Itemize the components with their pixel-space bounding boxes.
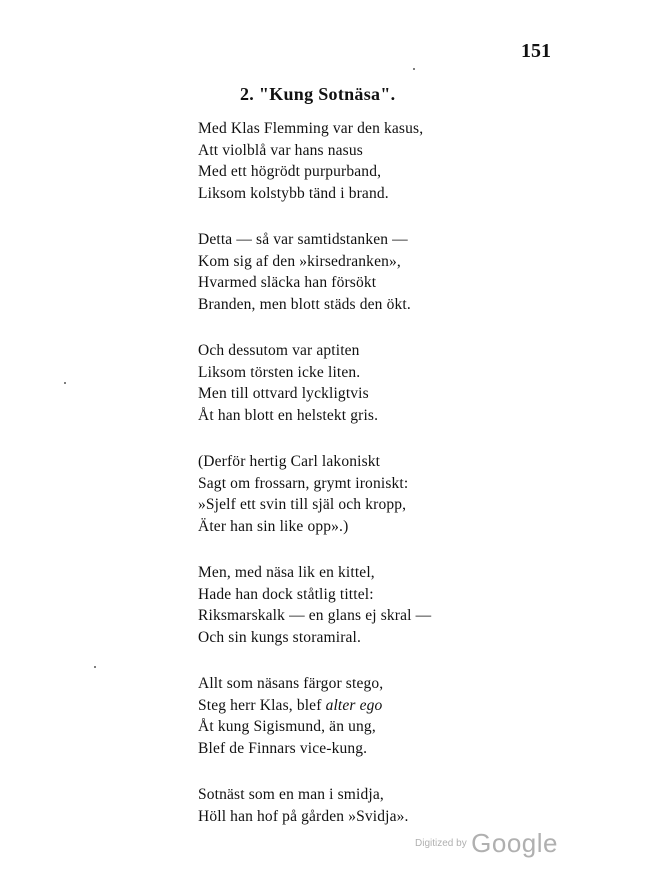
stanza-2	[198, 229, 431, 315]
poem-line: Hvarmed släcka han försökt	[198, 274, 377, 291]
poem-line: Men, med näsa lik en kittel,	[198, 564, 375, 581]
poem-line: Detta — så var samtidstanken —	[198, 231, 408, 248]
poem-line: Kom sig af den »kirsedranken»,	[198, 252, 401, 270]
print-speck	[64, 382, 66, 384]
poem-line: »Sjelf ett svin till själ och kropp,	[198, 496, 407, 513]
poem-line: Och dessutom var aptiten	[198, 342, 360, 359]
poem-line: Sotnäst som en man i smidja,	[198, 786, 384, 803]
poem-line: Med ett högrödt purpurband,	[198, 163, 382, 180]
stanza-7	[198, 784, 431, 827]
poem-line: Åt han blott en helstekt gris.	[198, 406, 379, 424]
stanza-3	[198, 340, 431, 426]
poem-body	[198, 118, 431, 827]
poem-line: Liksom törsten icke liten.	[198, 363, 361, 381]
page-number: 151	[521, 40, 551, 62]
google-logo: Google	[471, 828, 558, 858]
poem-line: Åt kung Sigismund, än ung,	[198, 718, 376, 735]
stanza-1	[198, 118, 431, 204]
poem-line	[198, 695, 431, 717]
poem-line: Sagt om frossarn, grymt ironiskt:	[198, 474, 409, 492]
poem-line: Och sin kungs storamiral.	[198, 628, 362, 646]
poem-line: Hade han dock ståtlig tittel:	[198, 585, 374, 603]
stanza-5	[198, 562, 431, 648]
poem-line: Äter han sin like opp».)	[198, 517, 349, 535]
poem-line: Blef de Finnars vice-kung.	[198, 739, 368, 757]
poem-line: Med Klas Flemming var den kasus,	[198, 120, 424, 137]
stanza-4	[198, 451, 431, 537]
print-speck	[94, 666, 96, 668]
poem-line: Höll han hof på gården »Svidja».	[198, 807, 409, 825]
print-speck	[413, 68, 415, 70]
italic-phrase: alter ego	[325, 696, 383, 714]
poem-line: Allt som näsans färgor stego,	[198, 675, 384, 692]
poem-line: (Derför hertig Carl lakoniskt	[198, 453, 381, 470]
poem-line: Riksmarskalk — en glans ej skral —	[198, 607, 432, 624]
poem-line: Men till ottvard lyckligtvis	[198, 385, 369, 402]
poem-line: Liksom kolstybb tänd i brand.	[198, 184, 389, 202]
poem-title: 2. "Kung Sotnäsa".	[240, 84, 396, 104]
stanza-6	[198, 673, 431, 759]
digitized-label: Digitized by	[415, 838, 467, 849]
poem-line-text: Steg herr Klas, blef	[198, 696, 322, 714]
poem-line: Branden, men blott städs den ökt.	[198, 295, 411, 313]
digitized-watermark	[415, 828, 558, 859]
poem-line: Att violblå var hans nasus	[198, 141, 363, 159]
